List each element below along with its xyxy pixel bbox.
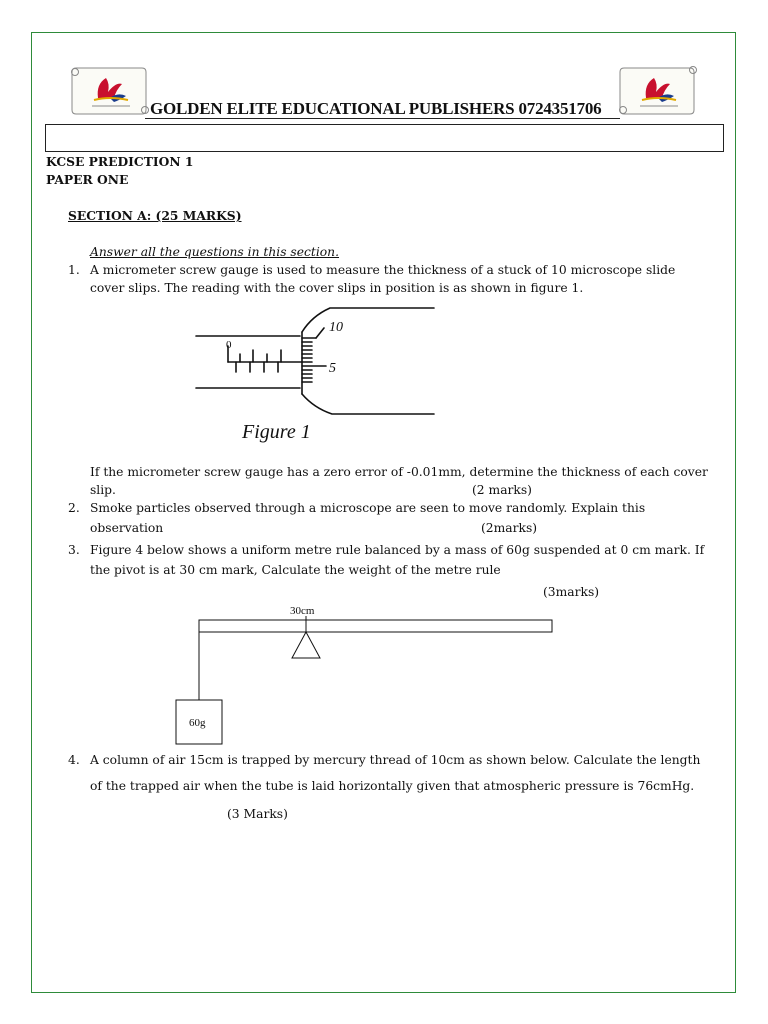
question-1-after-line-2: slip.	[90, 483, 116, 497]
figure-1-caption: Figure 1	[242, 421, 311, 443]
question-4-line-1: A column of air 15cm is trapped by mercury thread of 10cm as shown below. Calculate the length	[90, 753, 701, 767]
pivot-label: 30cm	[290, 605, 315, 617]
figure-metre-rule	[170, 602, 560, 748]
question-3-line-2: the pivot is at 30 cm mark, Calculate the weight of the metre rule	[90, 563, 501, 577]
publisher-name: GOLDEN ELITE EDUCATIONAL PUBLISHERS 0724351706	[150, 99, 602, 118]
question-2-marks: (2marks)	[481, 521, 538, 535]
thimble-top	[302, 308, 434, 332]
question-2-line-2: observation	[90, 521, 164, 535]
publisher-logo-right	[618, 62, 698, 118]
figure-1-label-5: 5	[329, 361, 336, 376]
figure-1-label-0: 0	[226, 339, 232, 351]
question-3-marks: (3marks)	[543, 585, 600, 599]
question-1-line-1: A micrometer screw gauge is used to measure the thickness of a stuck of 10 microscope slide	[90, 263, 676, 277]
figure-1-micrometer	[190, 302, 440, 452]
question-4-marks: (3 Marks)	[227, 807, 288, 821]
metre-rule-bar	[199, 620, 552, 632]
mass-label: 60g	[189, 717, 206, 729]
blank-header-box	[45, 124, 724, 152]
question-4-number: 4.	[68, 753, 80, 767]
question-3-number: 3.	[68, 543, 80, 557]
thimble-bottom	[302, 394, 434, 414]
figure-1-label-10: 10	[329, 320, 343, 335]
question-4-line-2: of the trapped air when the tube is laid horizontally given that atmospheric pressure is 76cmHg.	[90, 779, 695, 793]
publisher-logo-left	[70, 62, 150, 118]
question-2-line-1: Smoke particles observed through a microscope are seen to move randomly. Explain this	[90, 501, 646, 515]
exam-title: KCSE PREDICTION 1	[46, 154, 194, 169]
section-heading: SECTION A: (25 MARKS)	[68, 208, 242, 223]
exam-paper: PAPER ONE	[46, 172, 129, 187]
header-underline	[145, 118, 620, 119]
question-1-line-2: cover slips. The reading with the cover slips in position is as shown in figure 1.	[90, 281, 584, 295]
question-1-number: 1.	[68, 263, 80, 277]
question-1-after-line-1: If the micrometer screw gauge has a zero error of -0.01mm, determine the thickness of each cover	[90, 465, 708, 479]
question-3-line-1: Figure 4 below shows a uniform metre rule balanced by a mass of 60g suspended at 0 cm mark. If	[90, 543, 705, 557]
question-1-marks: (2 marks)	[472, 483, 532, 497]
section-instruction: Answer all the questions in this section.	[90, 245, 340, 259]
question-2-number: 2.	[68, 501, 80, 515]
pivot-triangle	[292, 632, 320, 658]
